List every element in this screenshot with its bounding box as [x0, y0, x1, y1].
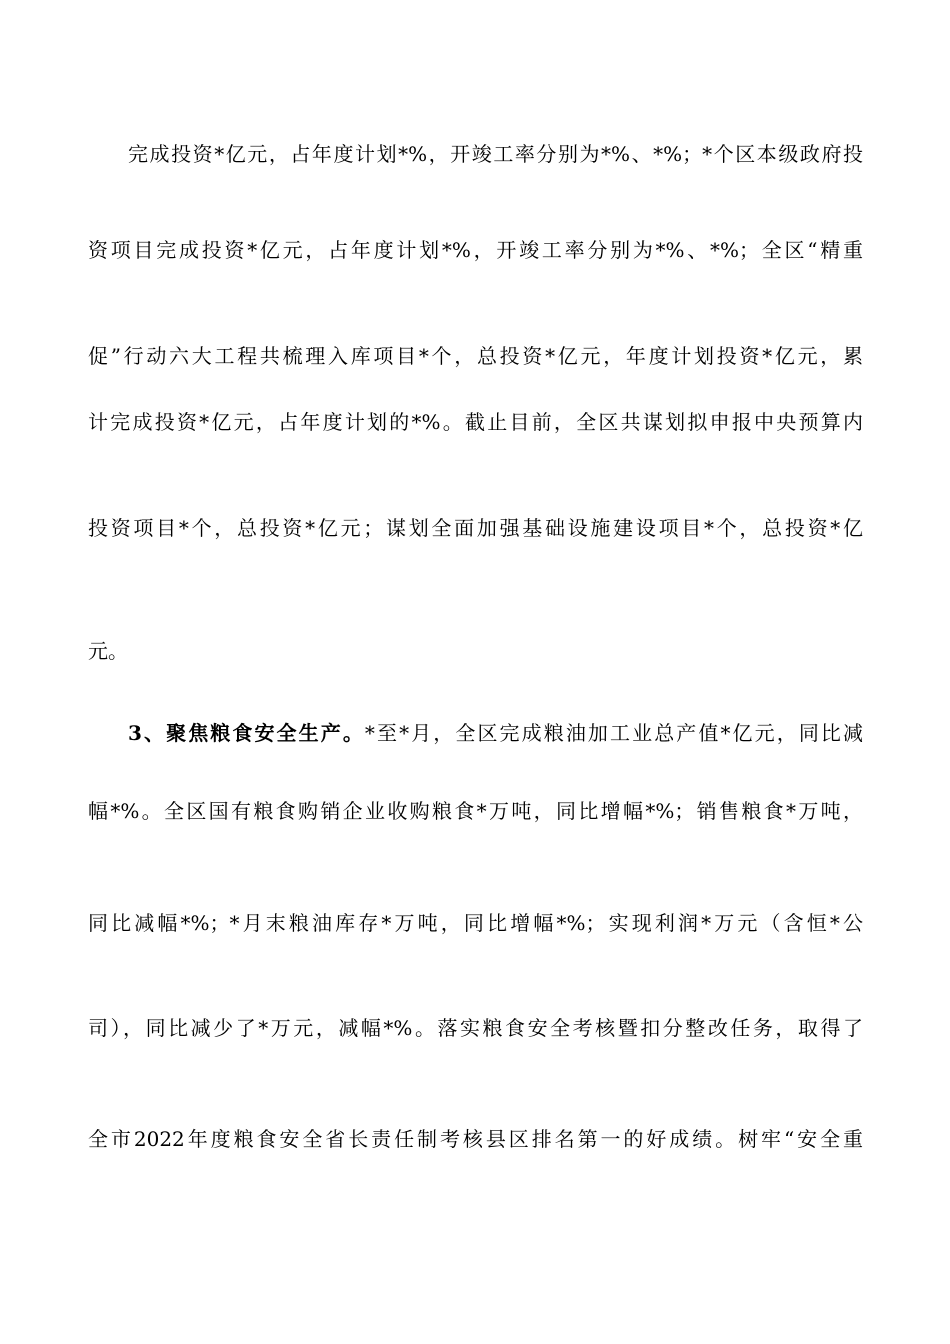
paragraph2-line-4: 司），同比减少了*万元，减幅*%。落实粮食安全考核暨扣分整改任务，取得了 [88, 1016, 863, 1040]
paragraph1-line-3: 促”行动六大工程共梳理入库项目*个，总投资*亿元，年度计划投资*亿元，累 [88, 344, 863, 368]
paragraph2-line-2: 幅*%。全区国有粮食购销企业收购粮食*万吨，同比增幅*%；销售粮食*万吨， [88, 799, 863, 823]
paragraph2-line-1-text: *至*月，全区完成粮油加工业总产值*亿元，同比减 [364, 721, 864, 745]
paragraph1-line-2: 资项目完成投资*亿元，占年度计划*%，开竣工率分别为*%、*%；全区“精重 [88, 238, 863, 262]
paragraph2-line-1 [128, 718, 863, 748]
paragraph1-line-1: 完成投资*亿元，占年度计划*%，开竣工率分别为*%、*%；*个区本级政府投 [128, 142, 863, 166]
paragraph2-line-5: 全市2022年度粮食安全省长责任制考核县区排名第一的好成绩。树牢“安全重 [88, 1127, 863, 1151]
paragraph1-line-4: 计完成投资*亿元，占年度计划的*%。截止目前，全区共谋划拟申报中央预算内 [88, 410, 863, 434]
paragraph1-line-5: 投资项目*个，总投资*亿元；谋划全面加强基础设施建设项目*个，总投资*亿 [88, 516, 863, 540]
section-heading: 3、聚焦粮食安全生产。 [128, 721, 365, 745]
paragraph1-line-6: 元。 [88, 639, 128, 663]
paragraph2-line-3: 同比减幅*%；*月末粮油库存*万吨，同比增幅*%；实现利润*万元（含恒*公 [88, 911, 863, 935]
